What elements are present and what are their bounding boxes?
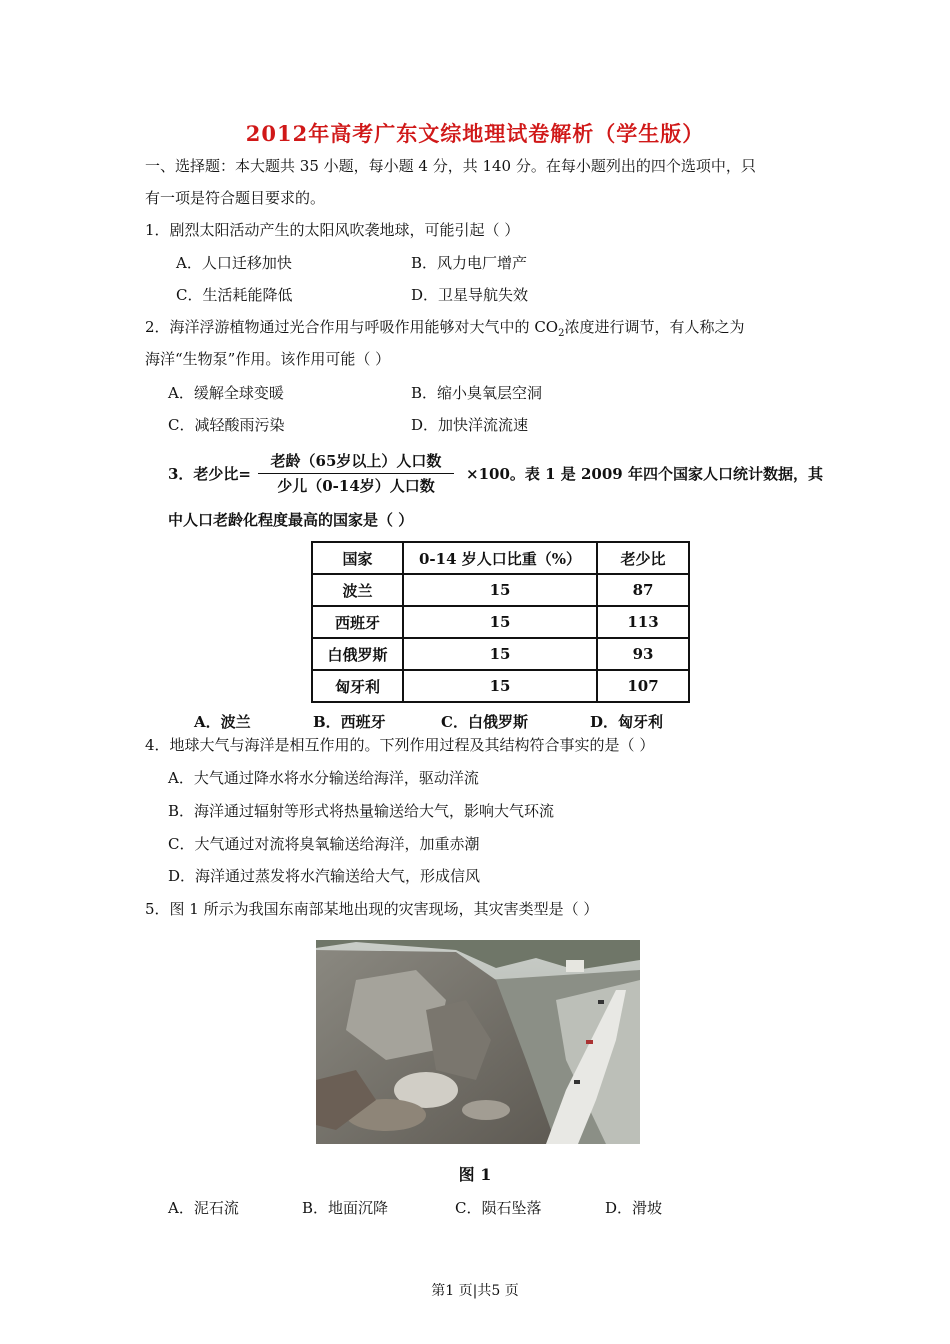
question-1-stem: 1．剧烈太阳活动产生的太阳风吹袭地球，可能引起（ ）: [145, 221, 520, 239]
question-4-stem: 4．地球大气与海洋是相互作用的。下列作用过程及其结构符合事实的是（ ）: [145, 736, 655, 754]
table-header-cell: 国家: [312, 542, 403, 574]
table-cell-ratio: 107: [597, 670, 689, 702]
section-intro-line2: 有一项是符合题目要求的。: [145, 189, 326, 207]
table-header-row: [312, 542, 689, 574]
question-5-option-b: B．地面沉降: [302, 1199, 389, 1217]
question-2-stem-part1: 2．海洋浮游植物通过光合作用与呼吸作用能够对大气中的 CO: [145, 318, 559, 336]
formula-numerator: 老龄（65岁以上）人口数: [270, 452, 442, 470]
table-header-cell: 0-14 岁人口比重（%）: [403, 542, 597, 574]
table-cell-country: 西班牙: [312, 606, 403, 638]
section-intro-line1: 一、选择题：本大题共 35 小题，每小题 4 分，共 140 分。在每小题列出的四个选项中，只: [145, 157, 756, 175]
table-cell-share: 15: [403, 638, 597, 670]
population-table: [311, 541, 690, 703]
table-cell-country: 匈牙利: [312, 670, 403, 702]
question-3-option-b: B．西班牙: [313, 713, 386, 731]
table-cell-share: 15: [403, 670, 597, 702]
question-4-option-a: A．大气通过降水将水分输送给海洋，驱动洋流: [168, 769, 479, 787]
question-3-option-c: C．白俄罗斯: [441, 713, 528, 731]
table-cell-share: 15: [403, 606, 597, 638]
question-3-stem-line2: 中人口老龄化程度最高的国家是（ ）: [168, 511, 414, 529]
table-row: [312, 670, 689, 702]
question-2-option-b: B．缩小臭氧层空洞: [411, 384, 543, 402]
question-2-option-d: D．加快洋流流速: [411, 416, 529, 434]
table-cell-country: 白俄罗斯: [312, 638, 403, 670]
question-3-stem-suffix: ×100。表 1 是 2009 年四个国家人口统计数据，其: [466, 465, 823, 483]
question-1-option-c: C．生活耗能降低: [176, 286, 293, 304]
page-title: 2012年高考广东文综地理试卷解析（学生版）: [245, 121, 705, 146]
page-footer: 第1 页|共5 页: [431, 1283, 519, 1299]
table-cell-ratio: 113: [597, 606, 689, 638]
landslide-photo-illustration: [316, 940, 640, 1144]
question-4-option-c: C．大气通过对流将臭氧输送给海洋，加重赤潮: [168, 835, 480, 853]
question-2-stem-part2: 浓度进行调节，有人称之为: [564, 318, 745, 336]
question-1-option-b: B．风力电厂增产: [411, 254, 528, 272]
question-3-option-a: A．波兰: [194, 713, 251, 731]
landslide-photo: [316, 940, 640, 1144]
question-2-stem: [145, 317, 744, 344]
table-cell-share: 15: [403, 574, 597, 606]
table-row: [312, 606, 689, 638]
table-header-cell: 老少比: [597, 542, 689, 574]
table-row: [312, 638, 689, 670]
figure-caption: 图 1: [458, 1165, 492, 1184]
question-2-subscript: 2: [558, 328, 565, 339]
question-2-stem-line2: 海洋“生物泵”作用。该作用可能（ ）: [145, 350, 391, 368]
table-cell-ratio: 93: [597, 638, 689, 670]
question-1-option-a: A．人口迁移加快: [176, 254, 292, 272]
formula-denominator: 少儿（0-14岁）人口数: [277, 477, 435, 495]
question-1-option-d: D．卫星导航失效: [411, 286, 529, 304]
question-5-option-a: A．泥石流: [168, 1199, 239, 1217]
table-cell-ratio: 87: [597, 574, 689, 606]
table-row: [312, 574, 689, 606]
formula-fraction-bar: [258, 473, 454, 474]
question-2-option-c: C．减轻酸雨污染: [168, 416, 285, 434]
question-2-option-a: A．缓解全球变暖: [168, 384, 284, 402]
question-3-option-d: D．匈牙利: [590, 713, 664, 731]
table-cell-country: 波兰: [312, 574, 403, 606]
question-5-option-c: C．陨石坠落: [455, 1199, 542, 1217]
question-3-label: 3．老少比=: [168, 465, 252, 483]
question-4-option-d: D．海洋通过蒸发将水汽输送给大气，形成信风: [168, 867, 481, 885]
question-5-option-d: D．滑坡: [605, 1199, 663, 1217]
question-5-stem: 5．图 1 所示为我国东南部某地出现的灾害现场，其灾害类型是（ ）: [145, 900, 599, 918]
question-3-formula: [258, 450, 454, 497]
question-4-option-b: B．海洋通过辐射等形式将热量输送给大气，影响大气环流: [168, 802, 555, 820]
